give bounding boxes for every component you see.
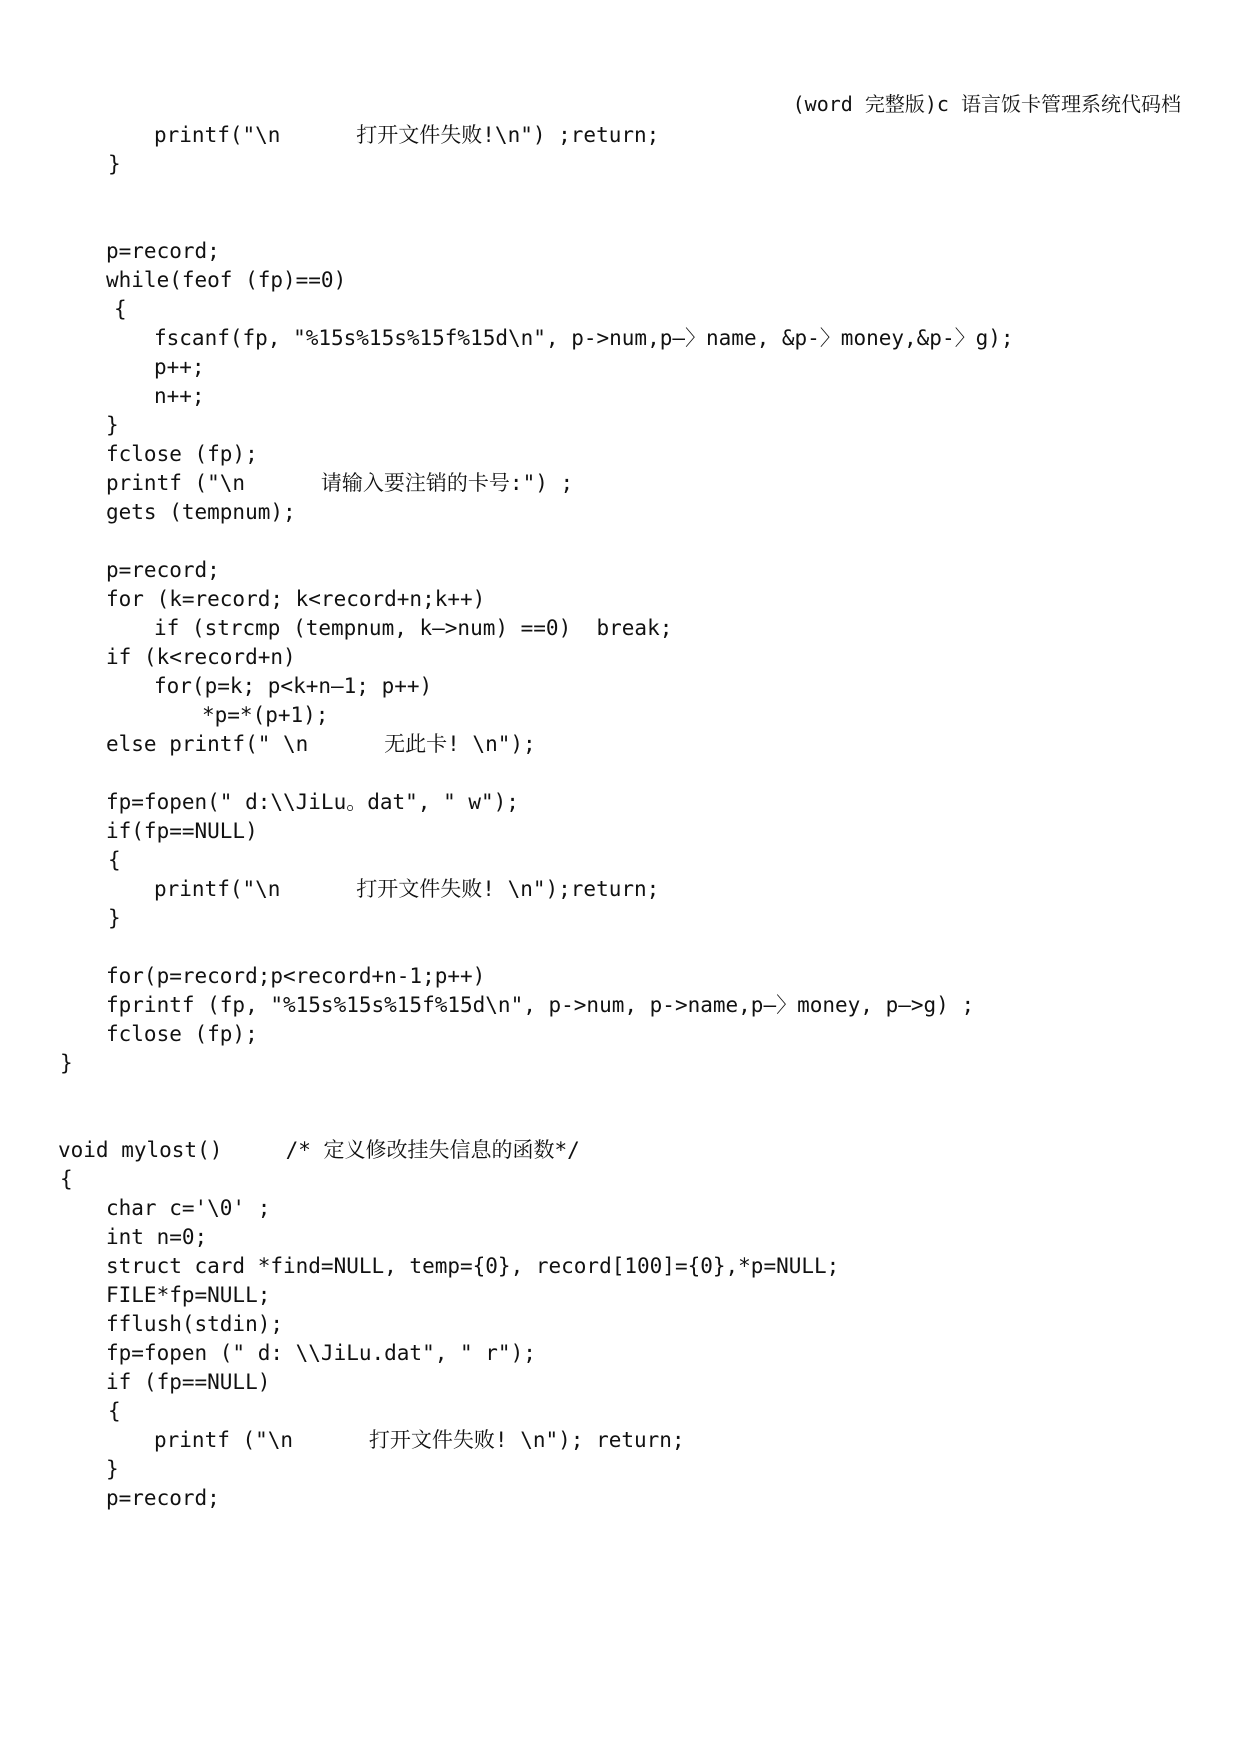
code-line: *p=*(p+1); bbox=[202, 703, 329, 727]
code-line: while(feof (fp)==0) bbox=[106, 268, 347, 292]
code-line: p++; bbox=[154, 355, 205, 379]
code-line: { bbox=[108, 1399, 121, 1423]
code-line: fprintf (fp, "%15s%15s%15f%15d\n", p->num, p->name,p—〉money, p—>g) ; bbox=[106, 993, 975, 1017]
code-line: fp=fopen(" d:\\JiLu。dat", " w"); bbox=[106, 790, 519, 814]
code-line: for (k=record; k<record+n;k++) bbox=[106, 587, 486, 611]
code-line: { bbox=[114, 297, 127, 321]
code-line: void mylost() /* 定义修改挂失信息的函数*/ bbox=[58, 1138, 580, 1162]
code-line: } bbox=[108, 152, 121, 176]
code-line: fflush(stdin); bbox=[106, 1312, 284, 1336]
code-line: } bbox=[60, 1051, 73, 1075]
code-line: p=record; bbox=[106, 239, 220, 263]
code-line: struct card *find=NULL, temp={0}, record[100]={0},*p=NULL; bbox=[106, 1254, 840, 1278]
code-line: for(p=record;p<record+n-1;p++) bbox=[106, 964, 486, 988]
code-line: p=record; bbox=[106, 558, 220, 582]
code-line: printf ("\n 请输入要注销的卡号:") ; bbox=[106, 471, 574, 495]
code-line: int n=0; bbox=[106, 1225, 208, 1249]
code-line: else printf(" \n 无此卡! \n"); bbox=[106, 732, 536, 756]
code-line: gets (tempnum); bbox=[106, 500, 296, 524]
code-line: } bbox=[108, 906, 121, 930]
code-line: if (fp==NULL) bbox=[106, 1370, 271, 1394]
code-line: fscanf(fp, "%15s%15s%15f%15d\n", p->num,p—〉name, &p-〉money,&p-〉g); bbox=[154, 326, 1014, 350]
code-line: printf("\n 打开文件失败! \n");return; bbox=[154, 877, 660, 901]
code-line: if(fp==NULL) bbox=[106, 819, 258, 843]
code-line: FILE*fp=NULL; bbox=[106, 1283, 271, 1307]
code-line: fp=fopen (" d: \\JiLu.dat", " r"); bbox=[106, 1341, 536, 1365]
code-line: fclose (fp); bbox=[106, 442, 258, 466]
code-line: { bbox=[60, 1167, 73, 1191]
code-line: p=record; bbox=[106, 1486, 220, 1510]
code-line: if (strcmp (tempnum, k—>num) ==0) break; bbox=[154, 616, 673, 640]
code-line: char c='\0' ; bbox=[106, 1196, 271, 1220]
page-header-title: (word 完整版)c 语言饭卡管理系统代码档 bbox=[792, 92, 1181, 116]
code-line: n++; bbox=[154, 384, 205, 408]
code-line: if (k<record+n) bbox=[106, 645, 296, 669]
code-line: printf ("\n 打开文件失败! \n"); return; bbox=[154, 1428, 685, 1452]
code-line: printf("\n 打开文件失败!\n") ;return; bbox=[154, 123, 660, 147]
code-line: { bbox=[108, 848, 121, 872]
code-line: } bbox=[106, 1457, 119, 1481]
code-line: } bbox=[106, 413, 119, 437]
code-line: fclose (fp); bbox=[106, 1022, 258, 1046]
code-line: for(p=k; p<k+n—1; p++) bbox=[154, 674, 433, 698]
